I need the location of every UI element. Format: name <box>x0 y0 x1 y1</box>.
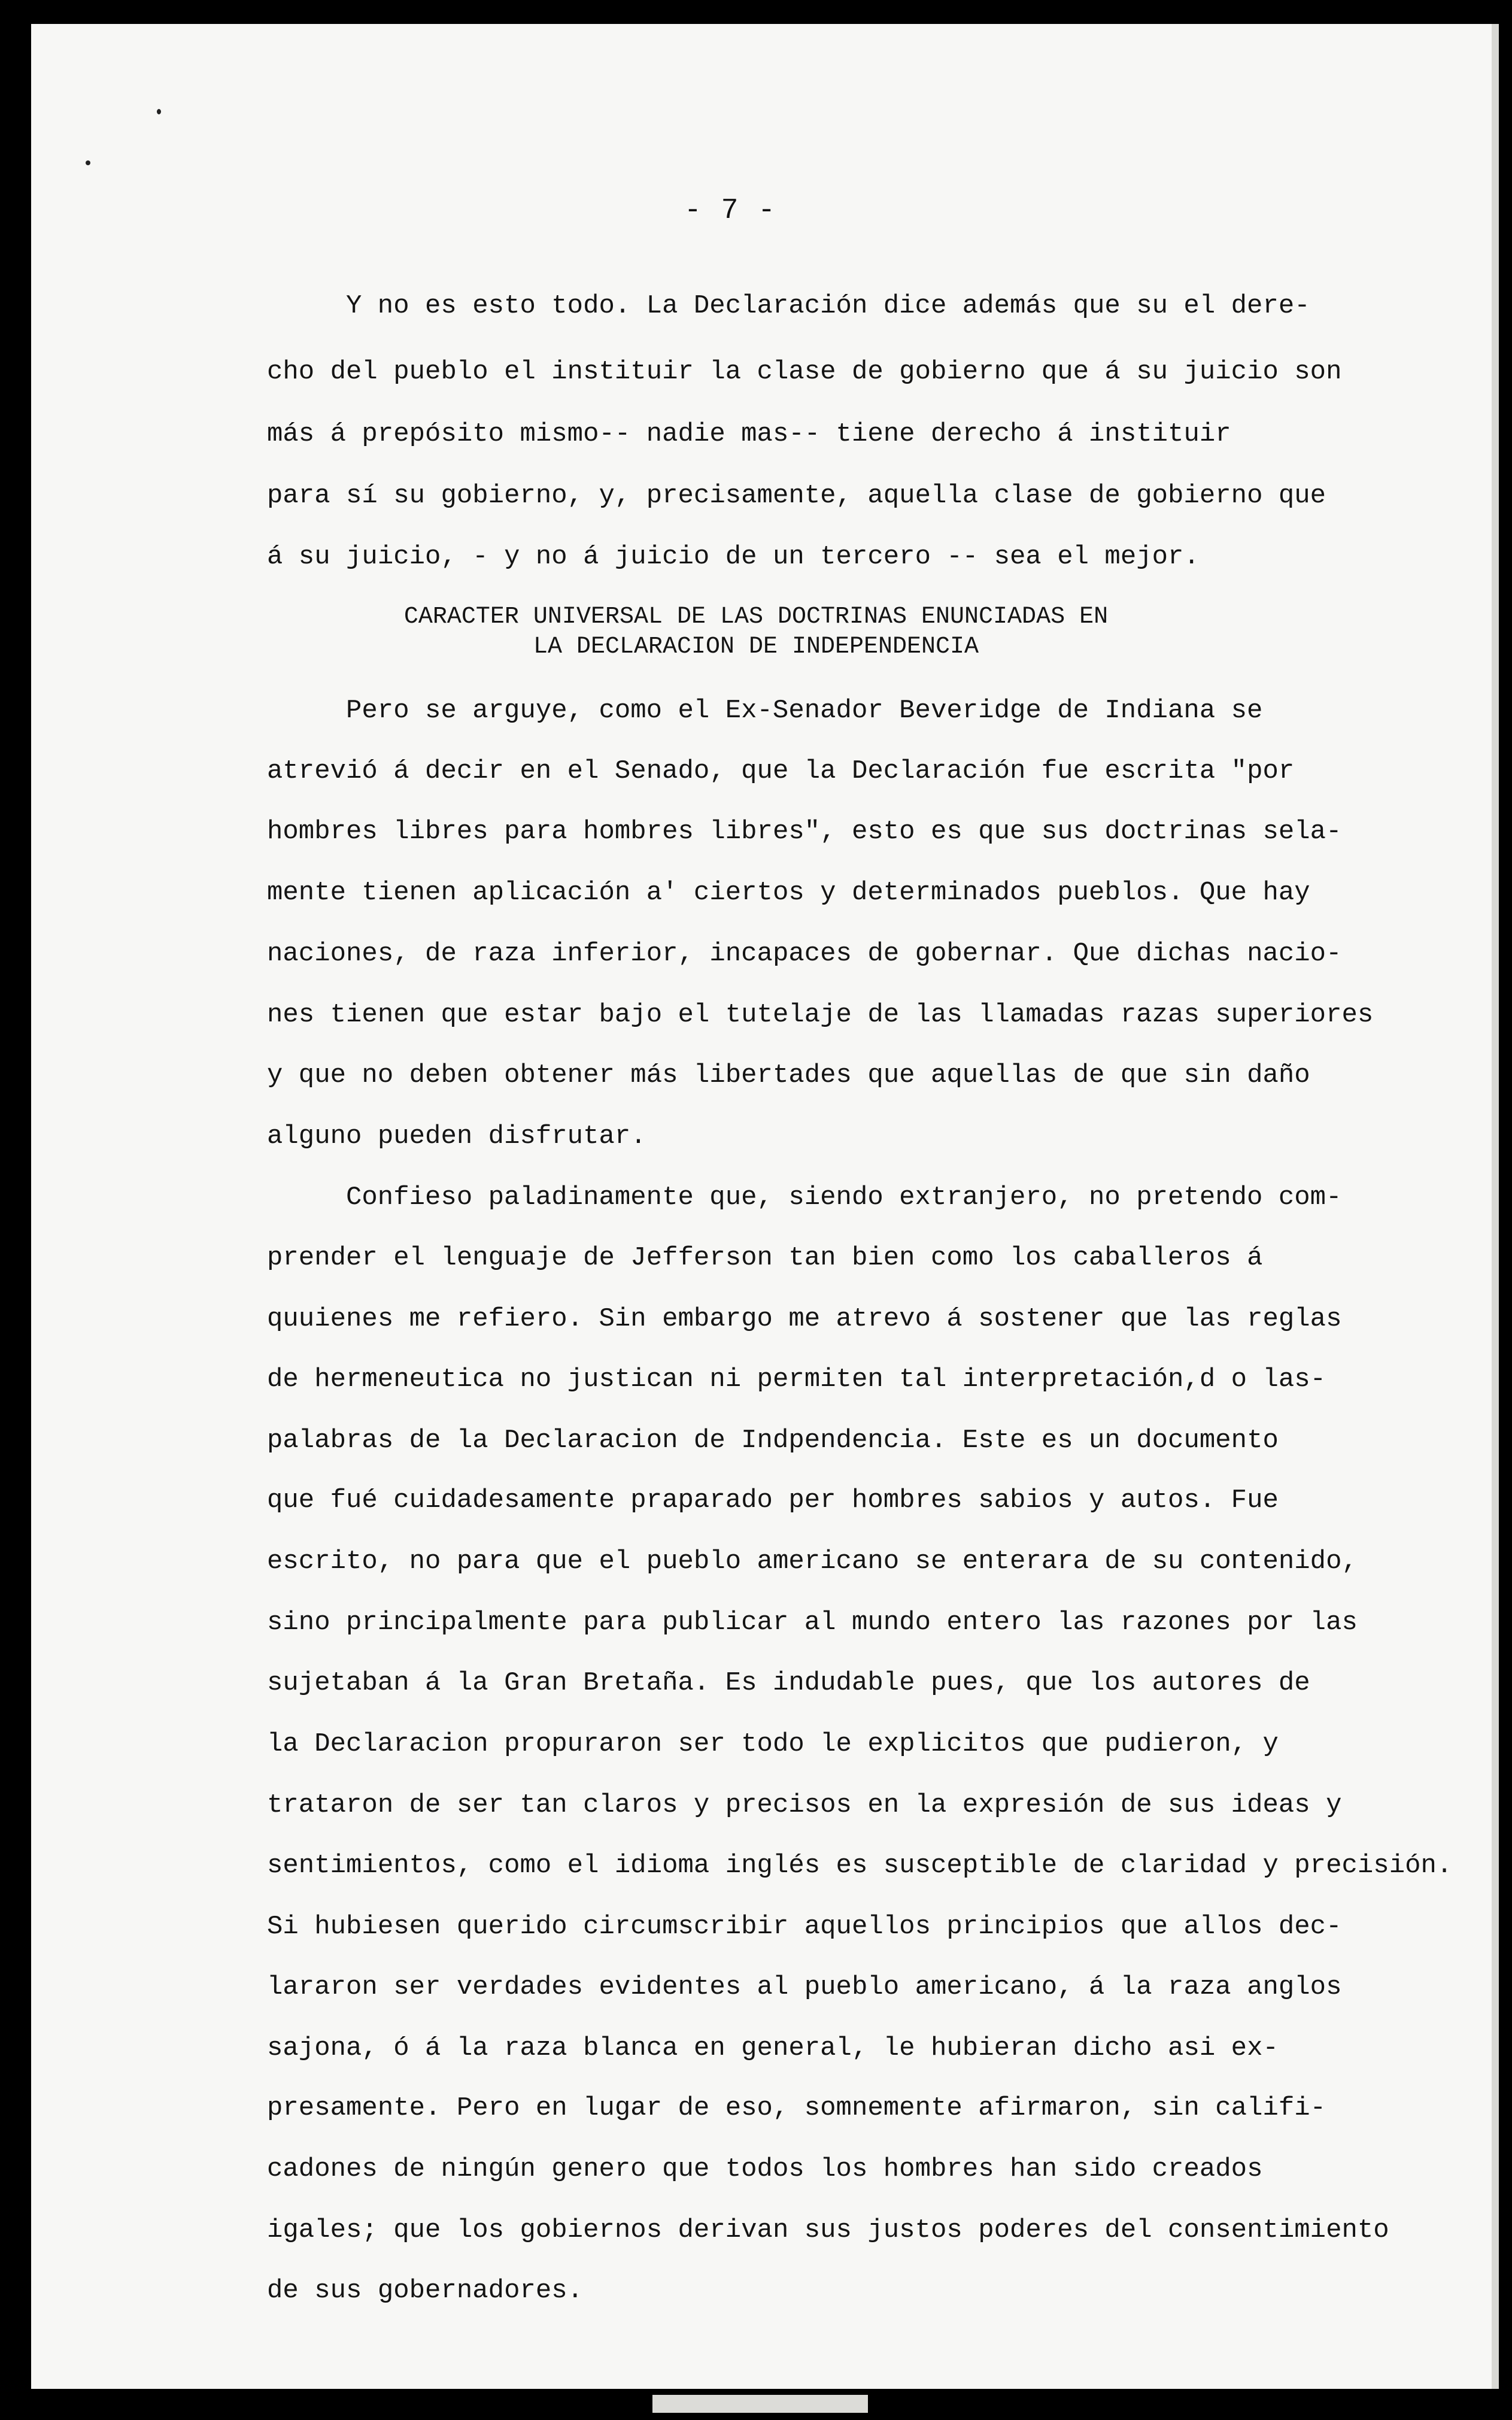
text-line: trataron de ser tan claros y precisos en la expresión de sus ideas y <box>267 1790 1342 1820</box>
text-line: alguno pueden disfrutar. <box>267 1121 646 1151</box>
text-line: cho del pueblo el instituir la clase de gobierno que á su juicio son <box>267 357 1342 387</box>
text-line: sino principalmente para publicar al mundo entero las razones por las <box>267 1608 1358 1637</box>
text-line: más á prepósito mismo-- nadie mas-- tiene derecho á instituir <box>267 419 1231 449</box>
text-line: á su juicio, - y no á juicio de un tercero -- sea el mejor. <box>267 542 1200 572</box>
text-line: quuienes me refiero. Sin embargo me atrevo á sostener que las reglas <box>267 1304 1342 1334</box>
text-line: sujetaban á la Gran Bretaña. Es indudable pues, que los autores de <box>267 1668 1310 1698</box>
text-line: presamente. Pero en lugar de eso, somnemente afirmaron, sin califi- <box>267 2093 1326 2123</box>
text-line: naciones, de raza inferior, incapaces de gobernar. Que dichas nacio- <box>267 939 1342 969</box>
ink-speck <box>157 109 161 114</box>
text-line: Confieso paladinamente que, siendo extranjero, no pretendo com- <box>346 1182 1342 1212</box>
text-line: sajona, ó á la raza blanca en general, le hubieran dicho asi ex- <box>267 2033 1279 2063</box>
section-heading-line-2: LA DECLARACION DE INDEPENDENCIA <box>533 633 979 660</box>
text-line: que fué cuidadesamente praparado per hombres sabios y autos. Fue <box>267 1485 1279 1515</box>
text-line: para sí su gobierno, y, precisamente, aquella clase de gobierno que <box>267 481 1326 511</box>
page-number: - 7 - <box>684 195 777 227</box>
section-heading-line-1: CARACTER UNIVERSAL DE LAS DOCTRINAS ENUNCIADAS EN <box>403 604 1109 630</box>
ink-speck <box>86 160 90 165</box>
text-line: Y no es esto todo. La Declaración dice además que su el dere- <box>346 291 1310 321</box>
text-line: la Declaracion propuraron ser todo le explicitos que pudieron, y <box>267 1729 1279 1759</box>
text-line: y que no deben obtener más libertades que aquellas de que sin daño <box>267 1060 1310 1090</box>
text-line: cadones de ningún genero que todos los hombres han sido creados <box>267 2154 1263 2184</box>
text-line: atrevió á decir en el Senado, que la Declaración fue escrita "por <box>267 756 1295 786</box>
text-line: de sus gobernadores. <box>267 2276 584 2306</box>
text-line: de hermeneutica no justican ni permiten tal interpretación,d o las- <box>267 1364 1326 1394</box>
text-line: Si hubiesen querido circumscribir aquellos principios que allos dec- <box>267 1912 1342 1942</box>
text-line: escrito, no para que el pueblo americano se enterara de su contenido, <box>267 1546 1358 1576</box>
text-line: prender el lenguaje de Jefferson tan bien como los caballeros á <box>267 1243 1263 1273</box>
page-edge <box>1492 24 1499 2389</box>
scan-strip <box>652 2395 868 2413</box>
text-line: palabras de la Declaracion de Indpendencia. Este es un documento <box>267 1426 1279 1455</box>
text-line: nes tienen que estar bajo el tutelaje de las llamadas razas superiores <box>267 1000 1374 1030</box>
text-line: sentimientos, como el idioma inglés es susceptible de claridad y precisión. <box>267 1851 1453 1881</box>
text-line: igales; que los gobiernos derivan sus justos poderes del consentimiento <box>267 2215 1389 2245</box>
text-line: mente tienen aplicación a′ ciertos y determinados pueblos. Que hay <box>267 878 1310 908</box>
text-line: hombres libres para hombres libres", esto es que sus doctrinas sela- <box>267 817 1342 847</box>
text-line: Pero se arguye, como el Ex-Senador Beveridge de Indiana se <box>346 696 1263 726</box>
text-line: lararon ser verdades evidentes al pueblo americano, á la raza anglos <box>267 1972 1342 2002</box>
